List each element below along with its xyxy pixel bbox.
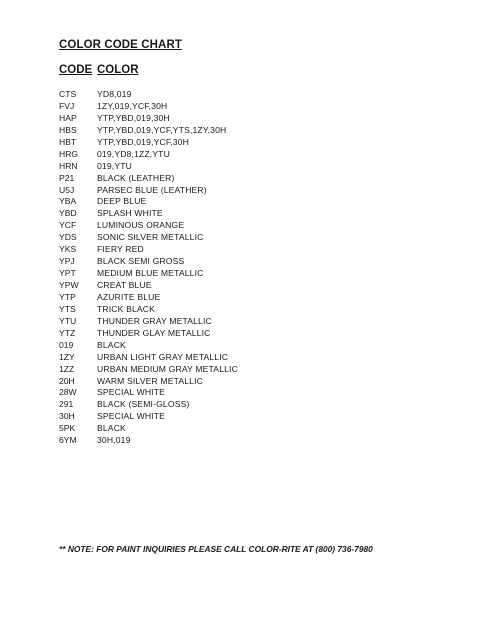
- list-item: [59, 113, 459, 125]
- code-cell: FVJ: [59, 100, 75, 111]
- list-item: [59, 411, 459, 423]
- color-cell: BLACK SEMI GROSS: [97, 256, 185, 267]
- color-cell: LUMINOUS ORANGE: [97, 220, 185, 231]
- paint-inquiry-note: ** NOTE: FOR PAINT INQUIRIES PLEASE CALL COLOR-RITE AT (800) 736-7980: [59, 544, 373, 554]
- code-cell: YPW: [59, 280, 79, 290]
- color-cell: BLACK: [97, 339, 126, 350]
- code-cell: YCF: [59, 220, 77, 231]
- code-cell: 20H: [59, 375, 75, 386]
- code-cell: HBT: [59, 136, 77, 147]
- page-title: COLOR CODE CHART: [59, 39, 182, 51]
- color-cell: THUNDER GLAY METALLIC: [97, 327, 211, 338]
- list-item: [59, 376, 459, 388]
- list-item: [59, 137, 459, 149]
- color-cell: SONIC SILVER METALLIC: [97, 232, 204, 243]
- color-cell: 019,YTU: [97, 160, 132, 171]
- list-item: [59, 149, 459, 161]
- code-cell: 30H: [59, 411, 75, 422]
- code-cell: YDS: [59, 232, 77, 243]
- list-item: [59, 232, 459, 244]
- list-item: [59, 399, 459, 411]
- color-cell: YTP,YBD,019,30H: [97, 112, 170, 123]
- code-cell: YTP: [59, 291, 76, 302]
- color-cell: FIERY RED: [97, 244, 144, 255]
- code-cell: 28W: [59, 387, 77, 398]
- code-cell: 6YM: [59, 435, 77, 446]
- color-cell: MEDIUM BLUE METALLIC: [97, 268, 204, 279]
- list-item: [59, 280, 459, 292]
- list-item: [59, 208, 459, 220]
- code-cell: HBS: [59, 124, 77, 135]
- color-cell: DEEP BLUE: [97, 196, 147, 207]
- code-cell: 019: [59, 339, 74, 350]
- list-item: [59, 244, 459, 256]
- color-cell: SPECIAL WHITE: [97, 411, 166, 422]
- color-cell: YD8,019: [97, 89, 132, 99]
- code-cell: YTU: [59, 315, 77, 326]
- list-item: [59, 435, 459, 447]
- list-item: [59, 185, 459, 197]
- color-cell: AZURITE BLUE: [97, 291, 161, 302]
- list-item: [59, 423, 459, 435]
- code-cell: YTZ: [59, 327, 76, 338]
- color-cell: BLACK (LEATHER): [97, 172, 175, 183]
- color-cell: BLACK: [97, 423, 126, 434]
- code-cell: HRG: [59, 148, 79, 159]
- color-cell: YTP,YBD,019,YCF,YTS,1ZY,30H: [97, 124, 227, 135]
- code-column-header: CODE: [59, 64, 93, 76]
- code-cell: HRN: [59, 160, 78, 171]
- list-item: [59, 316, 459, 328]
- color-cell: BLACK (SEMI-GLOSS): [97, 399, 190, 410]
- color-cell: 1ZY,019,YCF,30H: [97, 100, 168, 111]
- code-cell: 5PK: [59, 423, 76, 434]
- color-column-header: COLOR: [97, 64, 139, 76]
- code-cell: YPJ: [59, 256, 75, 267]
- list-item: [59, 196, 459, 208]
- code-cell: P21: [59, 172, 75, 183]
- list-item: [59, 304, 459, 316]
- list-item: [59, 161, 459, 173]
- color-cell: SPLASH WHITE: [97, 208, 163, 219]
- list-item: [59, 89, 459, 101]
- code-cell: 1ZZ: [59, 363, 75, 374]
- color-cell: SPECIAL WHITE: [97, 387, 166, 398]
- color-cell: URBAN LIGHT GRAY METALLIC: [97, 351, 229, 362]
- color-cell: THUNDER GRAY METALLIC: [97, 315, 212, 326]
- list-item: [59, 125, 459, 137]
- list-item: [59, 292, 459, 304]
- list-item: [59, 101, 459, 113]
- code-cell: CTS: [59, 89, 77, 99]
- list-item: [59, 256, 459, 268]
- color-cell: URBAN MEDIUM GRAY METALLIC: [97, 363, 238, 374]
- color-cell: PARSEC BLUE (LEATHER): [97, 184, 207, 195]
- code-cell: YTS: [59, 303, 76, 314]
- code-cell: YKS: [59, 244, 77, 255]
- list-item: [59, 220, 459, 232]
- code-cell: 1ZY: [59, 351, 75, 362]
- list-item: [59, 340, 459, 352]
- code-cell: 291: [59, 399, 74, 410]
- list-item: [59, 387, 459, 399]
- code-cell: YPT: [59, 268, 76, 279]
- color-cell: WARM SILVER METALLIC: [97, 375, 203, 386]
- list-item: [59, 352, 459, 364]
- list-item: [59, 268, 459, 280]
- color-cell: CREAT BLUE: [97, 280, 152, 290]
- code-cell: YBD: [59, 208, 77, 219]
- list-item: [59, 328, 459, 340]
- color-cell: 019,YD8,1ZZ,YTU: [97, 148, 170, 159]
- list-item: [59, 173, 459, 185]
- color-cell: TRICK BLACK: [97, 303, 156, 314]
- code-cell: YBA: [59, 196, 77, 207]
- color-cell: YTP,YBD,019,YCF,30H: [97, 136, 190, 147]
- color-code-list: [59, 89, 459, 447]
- list-item: [59, 364, 459, 376]
- color-cell: 30H,019: [97, 435, 131, 446]
- code-cell: U5J: [59, 184, 75, 195]
- code-cell: HAP: [59, 112, 77, 123]
